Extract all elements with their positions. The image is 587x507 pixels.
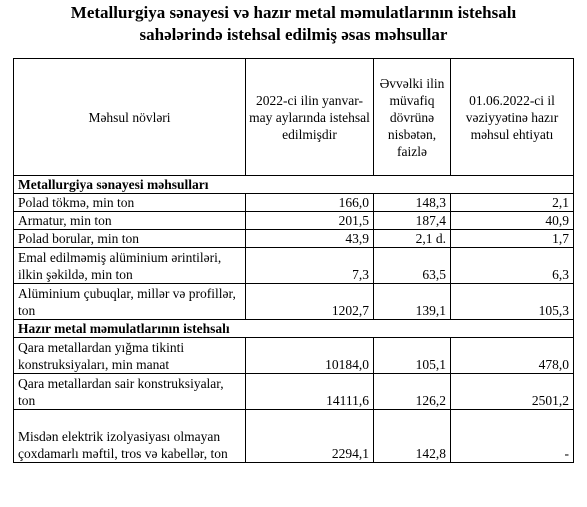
percent-value: 139,1	[374, 284, 451, 320]
produced-value: 2294,1	[246, 410, 374, 463]
title-line-2: sahələrində istehsal edilmiş əsas məhsullar	[139, 25, 448, 44]
percent-value: 142,8	[374, 410, 451, 463]
product-name: Qara metallardan yığma tikinti konstruksiyaları, min manat	[14, 338, 246, 374]
section-title: Metallurgiya sənayesi məhsulları	[14, 176, 574, 194]
stock-value: 2,1	[451, 194, 574, 212]
title-line-1: Metallurgiya sənayesi və hazır metal məmulatlarının istehsalı	[70, 3, 517, 22]
table-header-row	[14, 59, 574, 176]
product-name: Armatur, min ton	[14, 212, 246, 230]
table-row	[14, 410, 574, 463]
percent-value: 148,3	[374, 194, 451, 212]
table-row	[14, 230, 574, 248]
produced-value: 166,0	[246, 194, 374, 212]
section-header-row	[14, 320, 574, 338]
header-stock: 01.06.2022-ci il vəziyyətinə hazır məhsul ehtiyatı	[451, 59, 574, 176]
percent-value: 187,4	[374, 212, 451, 230]
document-title	[0, 2, 587, 46]
table-row	[14, 374, 574, 410]
stock-value: 6,3	[451, 248, 574, 284]
produced-value: 7,3	[246, 248, 374, 284]
stock-value: 40,9	[451, 212, 574, 230]
stock-value: 478,0	[451, 338, 574, 374]
stock-value: -	[451, 410, 574, 463]
section-header-row	[14, 176, 574, 194]
products-table	[13, 58, 574, 463]
produced-value: 1202,7	[246, 284, 374, 320]
table-row	[14, 338, 574, 374]
produced-value: 43,9	[246, 230, 374, 248]
product-name: Alüminium çubuqlar, millər və profillər, ton	[14, 284, 246, 320]
section-title: Hazır metal məmulatlarının istehsalı	[14, 320, 574, 338]
header-percent: Əvvəlki ilin müvafiq dövrünə nisbətən, faizlə	[374, 59, 451, 176]
product-name: Polad borular, min ton	[14, 230, 246, 248]
header-product-types: Məhsul növləri	[14, 59, 246, 176]
produced-value: 14111,6	[246, 374, 374, 410]
table-row	[14, 194, 574, 212]
produced-value: 201,5	[246, 212, 374, 230]
produced-value: 10184,0	[246, 338, 374, 374]
table-row	[14, 248, 574, 284]
stock-value: 1,7	[451, 230, 574, 248]
table-row	[14, 284, 574, 320]
header-produced: 2022-ci ilin yanvar-may aylarında istehsal edilmişdir	[246, 59, 374, 176]
product-name: Emal edilməmiş alüminium ərintiləri, ilkin şəkildə, min ton	[14, 248, 246, 284]
table-row	[14, 212, 574, 230]
stock-value: 2501,2	[451, 374, 574, 410]
product-name: Polad tökmə, min ton	[14, 194, 246, 212]
stock-value: 105,3	[451, 284, 574, 320]
percent-value: 126,2	[374, 374, 451, 410]
percent-value: 63,5	[374, 248, 451, 284]
percent-value: 105,1	[374, 338, 451, 374]
product-name: Qara metallardan sair konstruksiyalar, ton	[14, 374, 246, 410]
product-name: Misdən elektrik izolyasiyası olmayan çoxdamarlı məftil, tros və kabellər, ton	[14, 410, 246, 463]
percent-value: 2,1 d.	[374, 230, 451, 248]
